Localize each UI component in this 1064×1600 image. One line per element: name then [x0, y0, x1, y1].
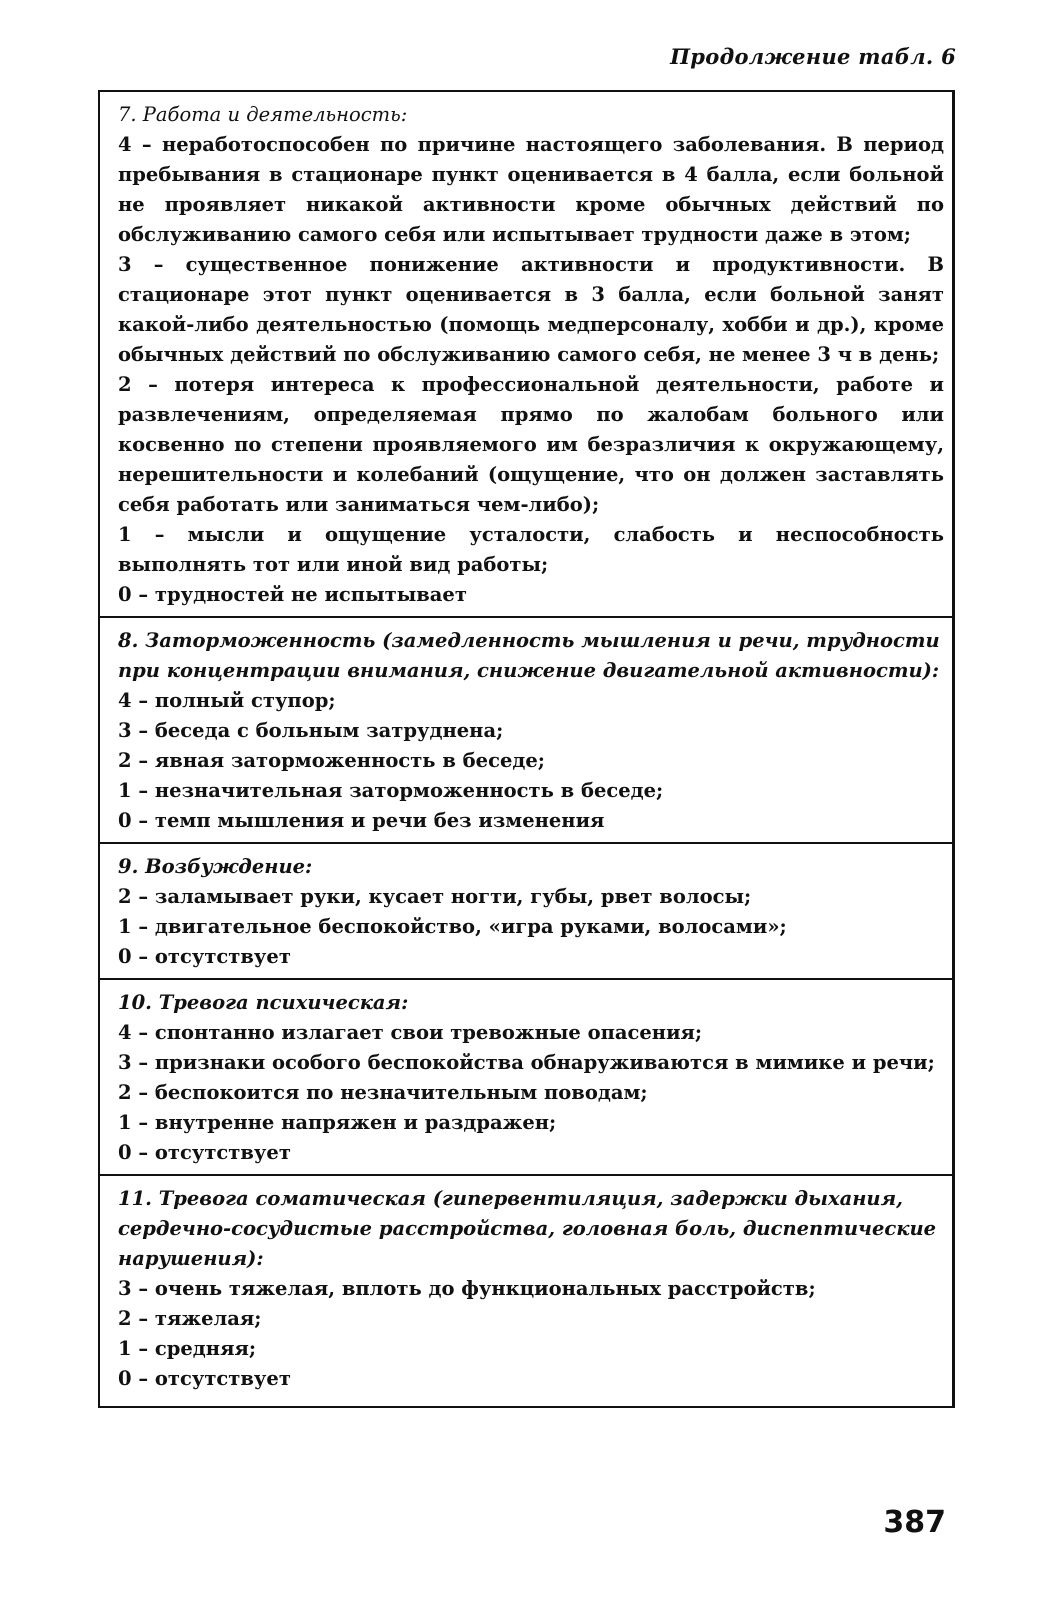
- list-item: 0 – темп мышления и речи без изменения: [118, 809, 605, 832]
- list-item: 3 – беседа с больным затруднена;: [118, 719, 504, 742]
- list-item: 1 – незначительная заторможенность в беседе;: [118, 779, 664, 802]
- section-title: 9. Возбуждение:: [118, 855, 313, 878]
- list-item: 0 – трудностей не испытывает: [118, 583, 467, 606]
- section-psychic-anxiety: [100, 980, 952, 1176]
- list-item: 2 – беспокоится по незначительным поводам;: [118, 1081, 648, 1104]
- list-item: 0 – отсутствует: [118, 1367, 291, 1390]
- list-item: 3 – существенное понижение активности и продуктивности. В стационаре этот пункт оценивается в 3 балла, если больной занят какой-либо деятельностью (помощь медперсоналу, хобби и др.), кроме обычных действий по обслуживанию самого себя, не менее 3 ч в день;: [118, 253, 944, 366]
- section-title: 7. Работа и деятельность:: [118, 103, 408, 126]
- list-item: 2 – потеря интереса к профессиональной деятельности, работе и развлечениям, определяемая прямо по жалобам больного или косвенно по степени проявляемого им безразличия к окружающему, нерешительности и колебаний (ощущение, что он должен заставлять себя работать или заниматься чем-либо);: [118, 373, 944, 516]
- list-item: 3 – признаки особого беспокойства обнаруживаются в мимике и речи;: [118, 1051, 935, 1074]
- list-item: 0 – отсутствует: [118, 945, 291, 968]
- list-item: 4 – спонтанно излагает свои тревожные опасения;: [118, 1021, 703, 1044]
- list-item: 2 – явная заторможенность в беседе;: [118, 749, 545, 772]
- list-item: 4 – неработоспособен по причине настоящего заболевания. В период пребывания в стационаре пункт оценивается в 4 балла, если больной не проявляет никакой активности кроме обычных действий по обслуживанию самого себя или испытывает трудности даже в этом;: [118, 133, 944, 246]
- list-item: 0 – отсутствует: [118, 1141, 291, 1164]
- list-item: 1 – средняя;: [118, 1337, 257, 1360]
- section-retardation: [100, 618, 952, 844]
- list-item: 1 – мысли и ощущение усталости, слабость и неспособность выполнять тот или иной вид работы;: [118, 523, 944, 576]
- list-item: 2 – заламывает руки, кусает ногти, губы, рвет волосы;: [118, 885, 752, 908]
- section-agitation: [100, 844, 952, 980]
- list-item: 1 – внутренне напряжен и раздражен;: [118, 1111, 557, 1134]
- section-work-activity: [100, 92, 952, 618]
- list-item: 2 – тяжелая;: [118, 1307, 262, 1330]
- list-item: 1 – двигательное беспокойство, «игра руками, волосами»;: [118, 915, 787, 938]
- section-title: 8. Заторможенность (замедленность мышления и речи, трудности при концентрации внимания, снижение двигательной активности):: [118, 629, 940, 682]
- scale-table: [98, 90, 955, 1408]
- section-title: 11. Тревога соматическая (гипервентиляция, задержки дыхания, сердечно-сосудистые расстройства, головная боль, диспептические нарушения):: [118, 1187, 937, 1270]
- section-somatic-anxiety: [100, 1176, 952, 1406]
- page-number: 387: [883, 1505, 946, 1540]
- list-item: 3 – очень тяжелая, вплоть до функциональных расстройств;: [118, 1277, 816, 1300]
- list-item: 4 – полный ступор;: [118, 689, 336, 712]
- section-title: 10. Тревога психическая:: [118, 991, 409, 1014]
- table-continuation-caption: Продолжение табл. 6: [670, 44, 956, 69]
